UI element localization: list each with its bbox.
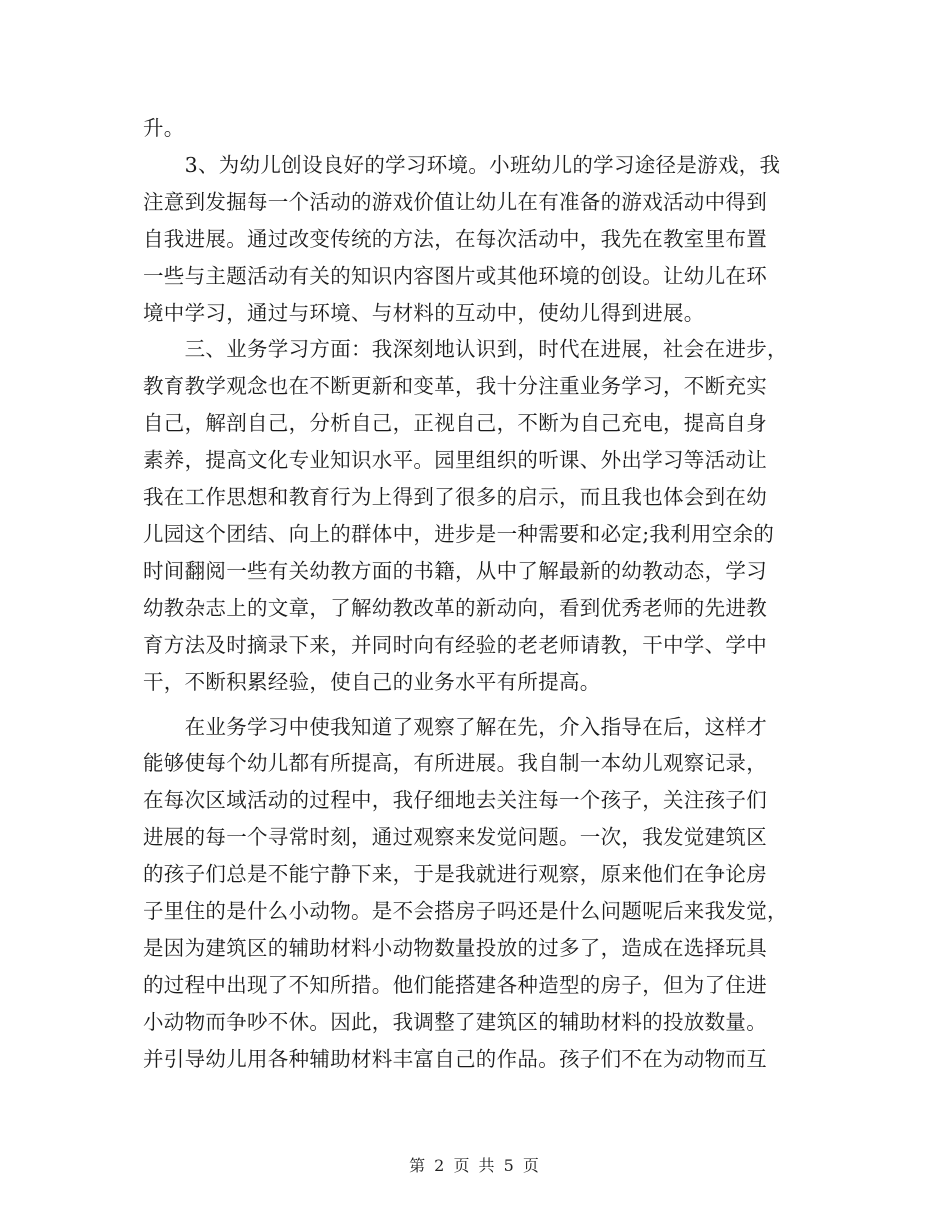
text-line: 儿园这个团结、向上的群体中，进步是一种需要和必定;我利用空余的: [143, 521, 775, 546]
text-line: 能够使每个幼儿都有所提高，有所进展。我自制一本幼儿观察记录，: [143, 751, 767, 776]
text-line: 的孩子们总是不能宁静下来，于是我就进行观察，原来他们在争论房: [143, 862, 767, 887]
text-line: 三、业务学习方面：我深刻地认识到，时代在进展，社会在进步，: [143, 337, 788, 362]
text-line: 是因为建筑区的辅助材料小动物数量投放的过多了，造成在选择玩具: [143, 935, 767, 960]
text-line: 一些与主题活动有关的知识内容图片或其他环境的创设。让幼儿在环: [143, 263, 767, 288]
text-line: 教育教学观念也在不断更新和变革，我十分注重业务学习，不断充实: [143, 374, 767, 399]
page-number-footer: 第 2 页 共 5 页: [409, 1156, 541, 1175]
text-line: 我在工作思想和教育行为上得到了很多的启示，而且我也体会到在幼: [143, 485, 767, 510]
text-line: 幼教杂志上的文章，了解幼教改革的新动向，看到优秀老师的先进教: [143, 595, 767, 620]
text-line: 升。: [143, 116, 185, 140]
text-line: 时间翻阅一些有关幼教方面的书籍，从中了解最新的幼教动态，学习: [143, 558, 767, 583]
text-line: 育方法及时摘录下来，并同时向有经验的老老师请教，干中学、学中: [143, 632, 767, 657]
text-line: 进展的每一个寻常时刻，通过观察来发觉问题。一次，我发觉建筑区: [143, 825, 767, 850]
text-line: 的过程中出现了不知所措。他们能搭建各种造型的房子，但为了住进: [143, 972, 767, 997]
text-line: 在业务学习中使我知道了观察了解在先，介入指导在后，这样才: [143, 714, 767, 739]
text-line: 注意到发掘每一个活动的游戏价值让幼儿在有准备的游戏活动中得到: [143, 189, 767, 214]
text-line: 子里住的是什么小动物。是不会搭房子吗还是什么问题呢后来我发觉，: [143, 899, 788, 924]
text-line: 境中学习，通过与环境、与材料的互动中，使幼儿得到进展。: [143, 300, 705, 325]
text-line: 小动物而争吵不休。因此，我调整了建筑区的辅助材料的投放数量。: [143, 1009, 767, 1034]
text-line: 干，不断积累经验，使自己的业务水平有所提高。: [143, 669, 601, 694]
document-body: [143, 110, 811, 1078]
text-line: 自我进展。通过改变传统的方法，在每次活动中，我先在教室里布置: [143, 226, 767, 251]
text-line: 并引导幼儿用各种辅助材料丰富自己的作品。孩子们不在为动物而互: [143, 1046, 767, 1071]
text-line: 3、为幼儿创设良好的学习环境。小班幼儿的学习途径是游戏，我: [143, 152, 781, 177]
text-line: 自己，解剖自己，分析自己，正视自己，不断为自己充电，提高自身: [143, 411, 767, 436]
paragraph-gap: [143, 701, 811, 709]
text-line: 在每次区域活动的过程中，我仔细地去关注每一个孩子，关注孩子们: [143, 788, 767, 813]
text-line: 素养，提高文化专业知识水平。园里组织的听课、外出学习等活动让: [143, 448, 767, 473]
